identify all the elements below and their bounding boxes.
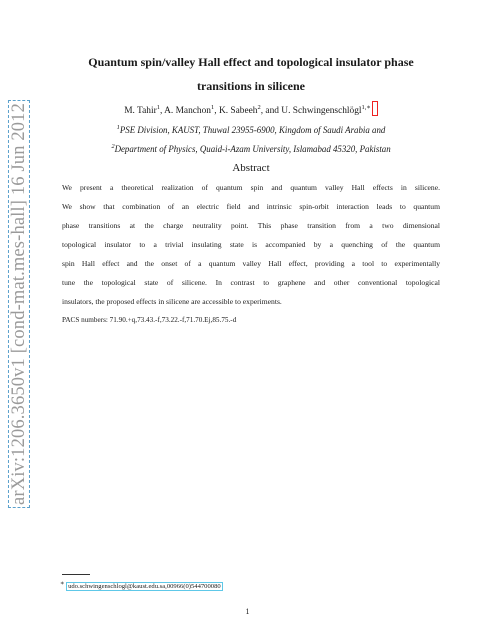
abstract-line: We show that combination of an electric field and intrinsic spin-orbit interaction leads to quantum (62, 202, 440, 211)
affiliation-2 (58, 143, 444, 154)
abstract-line: tune the topological state of silicene. In contrast to graphene and other conventional topological (62, 278, 440, 287)
abstract-line: insulators, the proposed effects in silicene are accessible to experiments. (62, 297, 282, 306)
abstract-line: topological insulator to a trivial insulating state is accompanied by a quenching of the quantum (62, 240, 440, 249)
affiliation-2-text: Department of Physics, Quaid-i-Azam University, Islamabad 45320, Pakistan (114, 143, 391, 154)
abstract-heading: Abstract (232, 162, 270, 174)
corresponding-email-link[interactable]: udo.schwingenschlogl@kaust.edu.sa,00966(0)544700080 (68, 583, 221, 591)
paper-title-line-1: Quantum spin/valley Hall effect and topological insulator phase (88, 55, 414, 69)
footnote-marker: ∗ (60, 580, 65, 587)
author-separator: , and (260, 106, 282, 116)
abstract-line: spin Hall effect and the onset of a quantum valley Hall effect, providing a tool to experimentally (62, 259, 440, 268)
abstract-line: We present a theoretical realization of quantum spin and quantum valley Hall effects in silicene. (62, 183, 440, 192)
author-schwingenschlogl-affil: 1,∗ (361, 103, 371, 111)
author-manchon-affil: 1 (211, 103, 215, 111)
affiliation-1-text: PSE Division, KAUST, Thuwal 23955-6900, Kingdom of Saudi Arabia and (119, 124, 386, 135)
affiliation-2-marker: 2 (111, 143, 115, 150)
author-manchon: A. Manchon (164, 106, 211, 116)
page-number: 1 (245, 607, 250, 616)
author-sabeeh-affil: 2 (257, 103, 261, 111)
affiliation-1 (58, 124, 444, 135)
author-separator: , (214, 106, 219, 116)
pacs-numbers: PACS numbers: 71.90.+q,73.43.-f,73.22.-f,71.70.Ej,85.75.-d (62, 316, 237, 324)
author-tahir-affil: 1 (156, 103, 160, 111)
affiliation-1-marker: 1 (116, 124, 120, 131)
author-sabeeh: K. Sabeeh (218, 106, 258, 116)
paper-title-line-2: transitions in silicene (196, 79, 305, 93)
footnote (60, 579, 223, 590)
author-list (58, 101, 444, 116)
footnote-divider (62, 574, 90, 575)
author-separator: , (159, 106, 165, 116)
arxiv-stamp (4, 103, 34, 505)
arxiv-id[interactable]: arXiv:1206.3650v1 [cond-mat.mes-hall] 16 Jun 2012 (8, 100, 30, 508)
footnote-link-box[interactable] (372, 101, 378, 116)
author-tahir: M. Tahir (124, 106, 157, 116)
author-schwingenschlogl: U. Schwingenschlögl (281, 106, 362, 116)
abstract-line: phase transitions at the charge neutrality point. This phase transition from a two dimensional (62, 221, 440, 230)
